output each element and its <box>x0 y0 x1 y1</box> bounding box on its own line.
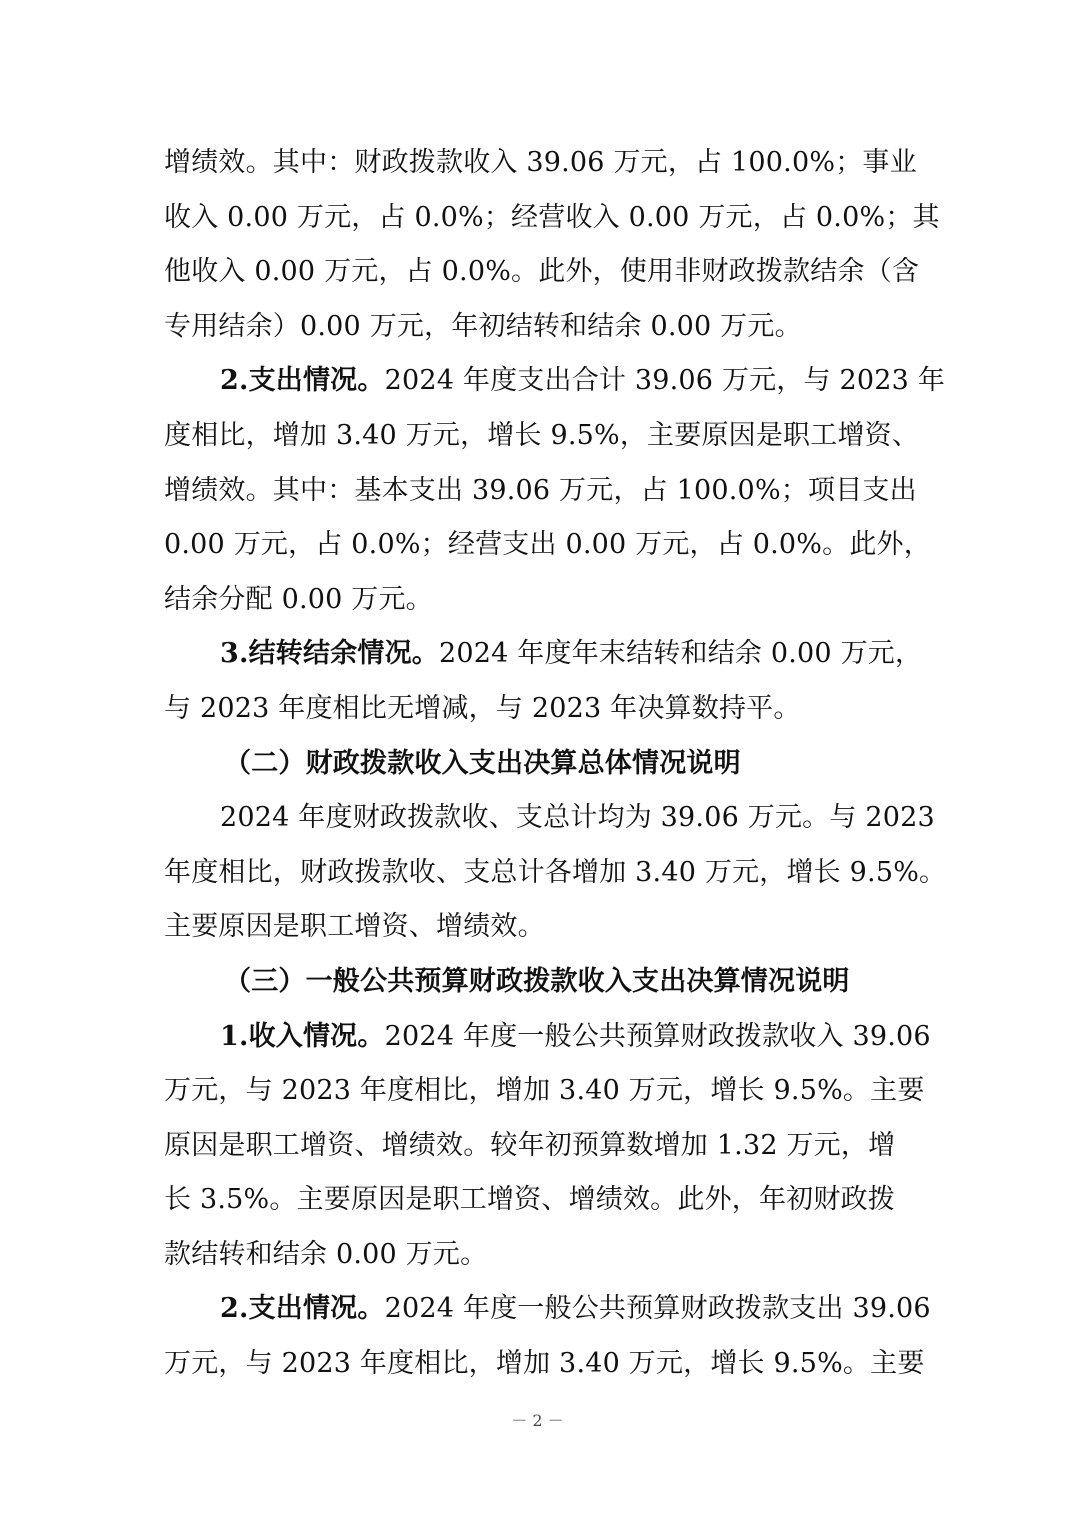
text-line: 他收入 0.00 万元，占 0.0%。此外，使用非财政拨款结余（含 <box>164 256 920 288</box>
text-line: 增绩效。其中：财政拨款收入 39.06 万元，占 100.0%；事业 <box>164 147 917 178</box>
page-number: － 2 － <box>511 1411 564 1430</box>
text-line: 万元，与 2023 年度相比，增加 3.40 万元，增长 9.5%。主要 <box>164 1075 925 1107</box>
text-line: 主要原因是职工增资、增绩效。 <box>164 911 545 943</box>
section-lead: 3.结转结余情况。 <box>220 638 439 670</box>
section-lead: 2.支出情况。 <box>220 365 385 397</box>
paragraph-gpb-income <box>164 1010 931 1283</box>
paragraph-gpb-expenditure <box>164 1282 931 1391</box>
text-line <box>164 1010 931 1065</box>
text-line: 度相比，增加 3.40 万元，增长 9.5%，主要原因是职工增资、 <box>164 419 920 451</box>
text-line: 0.00 万元，占 0.0%；经营支出 0.00 万元，占 0.0%。此外， <box>164 529 931 561</box>
text-line: 年度相比，财政拨款收、支总计各增加 3.40 万元，增长 9.5%。 <box>164 856 947 888</box>
heading-text: （三）一般公共预算财政拨款收入支出决算情况说明 <box>224 965 850 997</box>
text-line: 款结转和结余 0.00 万元。 <box>164 1238 488 1270</box>
text-line <box>164 627 923 682</box>
text-line <box>164 354 946 409</box>
line-text: 2024 年度年末结转和结余 0.00 万元， <box>439 638 923 670</box>
paragraph-carryover <box>164 627 923 736</box>
text-line <box>164 1282 931 1337</box>
text-line: 结余分配 0.00 万元。 <box>164 583 433 615</box>
text-line: 长 3.5%。主要原因是职工增资、增绩效。此外，年初财政拨 <box>164 1184 895 1216</box>
text-line: 原因是职工增资、增绩效。较年初预算数增加 1.32 万元，增 <box>164 1129 896 1161</box>
line-text: 2024 年度一般公共预算财政拨款支出 39.06 <box>384 1293 931 1325</box>
paragraph-fiscal-overall <box>164 791 947 955</box>
section-heading-3 <box>164 955 914 1010</box>
heading-text: （二）财政拨款收入支出决算总体情况说明 <box>224 747 741 779</box>
line-text: 2024 年度一般公共预算财政拨款收入 39.06 <box>384 1020 931 1052</box>
section-lead: 1.收入情况。 <box>220 1020 385 1052</box>
paragraph-expenditure <box>164 354 946 627</box>
section-heading-2 <box>164 737 914 792</box>
text-line: 2024 年度财政拨款收、支总计均为 39.06 万元。与 2023 <box>220 802 935 834</box>
paragraph-income-continued <box>164 136 940 354</box>
text-line: 专用结余）0.00 万元，年初结转和结余 0.00 万元。 <box>164 310 802 342</box>
section-lead: 2.支出情况。 <box>220 1293 385 1325</box>
page-content <box>164 136 947 1392</box>
text-line: 万元，与 2023 年度相比，增加 3.40 万元，增长 9.5%。主要 <box>164 1348 925 1380</box>
text-line: 增绩效。其中：基本支出 39.06 万元，占 100.0%；项目支出 <box>164 474 917 506</box>
text-line: 收入 0.00 万元，占 0.0%；经营收入 0.00 万元，占 0.0%；其 <box>164 201 940 233</box>
line-text: 2024 年度支出合计 39.06 万元，与 2023 年 <box>384 365 946 397</box>
text-line: 与 2023 年度相比无增减，与 2023 年决算数持平。 <box>164 692 801 724</box>
